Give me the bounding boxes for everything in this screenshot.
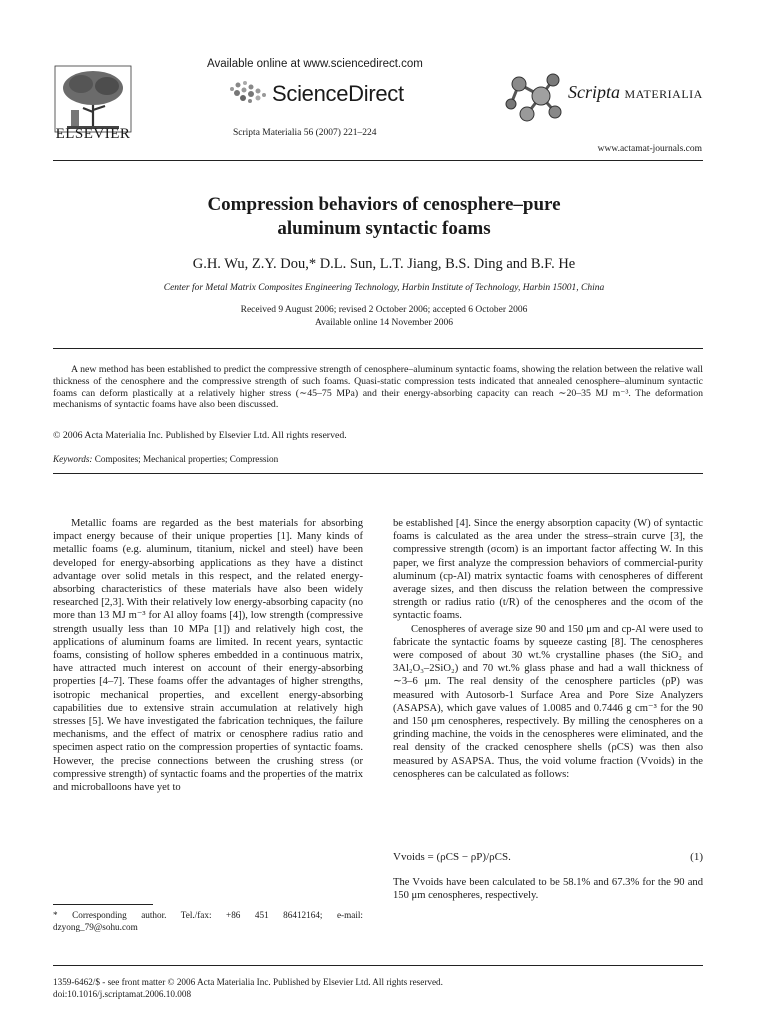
right-paragraph-1: be established [4]. Since the energy absorption capacity (W) of syntactic foams is calculated as the area under the stress–strain curve [3], the compressive strength (σcom) is an important factor affecting W. In this paper, we first analyze the compression behaviors of commercial-purity aluminum (cp-Al) matrix syntactic foams with cenospheres of different average sizes, and then discuss the relation between the compressive strength or radius ratio (t/R) of the cenospheres and the σcom of the syntactic foams. — [393, 518, 703, 622]
affiliation: Center for Metal Matrix Composites Engineering Technology, Harbin Institute of Technology, Harbin 15001, China — [163, 283, 605, 293]
title-line-2: aluminum syntactic foams — [277, 218, 491, 239]
publisher-name: ELSEVIER — [55, 126, 131, 142]
body-left-column — [53, 517, 363, 794]
title-line-1: Compression behaviors of cenosphere–pure — [207, 194, 561, 215]
intro-paragraph: Metallic foams are regarded as the best materials for absorbing impact energy because of their unique properties [1]. Many kinds of metallic foams (e.g. aluminum, titanium, nickel and steel) have been developed for energy-absorbing applications as they have a distinct advantage over solid metals in this respect, and the related energy-absorbing characteristics of these materials have also been widely researched [2,3]. With their relatively low energy-absorbing capacity (no more than 13 MJ m⁻³ for Al alloy foams [4]), low strength (compressive strength usually less than 10 MPa [1]) and relatively high cost, the applications of aluminum foams are limited. In recent years, syntactic foams, consisting of hollow spheres embedded in a continuous matrix, have attracted much interest on account of their energy-absorbing properties [4–7]. These foams offer the advantages of higher strengths, isotropic mechanical properties, and excellent energy-absorbing capabilities due to extensive strain accumulation at relatively high stresses [5]. We have investigated the fabrication techniques, the failure mechanisms, and the effect of matrix or cenosphere radius ratio and specimen aspect ratio on the compression properties of syntactic foams. However, the precise connections between the crushing stress (or compressive strength) of syntactic foams and the properties of the matrix and microballoons have yet to — [53, 518, 363, 794]
journal-reference: Scripta Materialia 56 (2007) 221–224 — [233, 128, 377, 138]
available-date: Available online 14 November 2006 — [314, 318, 454, 328]
right-paragraph-2: Cenospheres of average size 90 and 150 μm and cp-Al were used to fabricate the syntactic foams by squeeze casting [8]. The cenospheres were composed of about 30 wt.% crystalline phases (the SiO₂ and 3Al₂O₃–2SiO₂) and 70 wt.% glass phase and had a wall thickness of ∼3–6 μm. The real density of the cenosphere particles (ρP) was measured with Autosorb-1 Surface Area and Pore Size Analyzers (ASAPSA), which gave values of 1.0085 and 0.7446 g cm⁻³ for the 90 and 150 μm cenospheres, respectively. By milling the cenospheres on a grinding machine, the voids in the cenospheres were eliminated, and the real density of the cracked cenosphere shells (ρCS) was then also measured by ASAPSA. Thus, the void volume fraction (Vvoids) in the cenospheres can be calculated as follows: — [393, 623, 703, 780]
keywords-label: Keywords: — [53, 454, 93, 464]
keywords — [53, 454, 278, 464]
abstract-bottom-divider — [53, 473, 703, 474]
available-online-text[interactable]: Available online at www.sciencedirect.com — [207, 58, 423, 70]
body-right-column — [393, 517, 703, 781]
abstract: A new method has been established to predict the compressive strength of cenosphere–aluminum syntactic foams, showing the relation between the relative wall thickness of the cenosphere and the compressive strength of such foams. Quasi-static compression tests indicated that annealed cenosphere–aluminum syntactic foams can deform plastically at a relatively higher stress (∼45–75 MPa) and their energy-absorbing capacity can reach ∼20–35 MJ m⁻³. The deformation mechanisms of syntactic foams have also been discussed. — [53, 364, 703, 411]
equation-1 — [393, 851, 703, 863]
equation-text: Vvoids = (ρCS − ρP)/ρCS. — [393, 851, 511, 863]
footnote-divider — [53, 904, 153, 905]
after-equation-text: The Vvoids have been calculated to be 58.1% and 67.3% for the 90 and 150 μm cenospheres, respectively. — [393, 877, 703, 902]
journal-logo-main: Scripta — [568, 82, 620, 102]
journal-url[interactable]: www.actamat-journals.com — [597, 144, 702, 154]
received-dates: Received 9 August 2006; revised 2 October 2006; accepted 6 October 2006 — [240, 305, 528, 315]
equation-number: (1) — [690, 851, 703, 863]
journal-logo-text — [568, 82, 703, 103]
footer-divider — [53, 965, 703, 966]
corresponding-author-footnote: * Corresponding author. Tel./fax: +86 451 86412164; e-mail: dzyong_79@sohu.com — [53, 910, 363, 932]
article-dates — [100, 304, 668, 330]
after-equation — [393, 876, 703, 902]
journal-logo-sub: MATERIALIA — [624, 87, 703, 101]
author-list: G.H. Wu, Z.Y. Dou,* D.L. Sun, L.T. Jiang, B.S. Ding and B.F. He — [192, 256, 576, 272]
abstract-top-divider — [53, 348, 703, 349]
copyright: © 2006 Acta Materialia Inc. Published by Elsevier Ltd. All rights reserved. — [53, 430, 347, 441]
sciencedirect-wordmark: ScienceDirect — [272, 81, 404, 106]
front-matter — [53, 976, 443, 1000]
article-title — [100, 193, 668, 241]
keywords-list: Composites; Mechanical properties; Compression — [94, 454, 279, 464]
issn-line: 1359-6462/$ - see front matter © 2006 Acta Materialia Inc. Published by Elsevier Ltd. All rights reserved. — [53, 977, 443, 987]
header-divider — [53, 160, 703, 161]
sciencedirect-dots-icon — [228, 79, 268, 105]
doi-line[interactable]: doi:10.1016/j.scriptamat.2006.10.008 — [53, 989, 192, 999]
scripta-molecule-logo-icon — [505, 70, 565, 126]
